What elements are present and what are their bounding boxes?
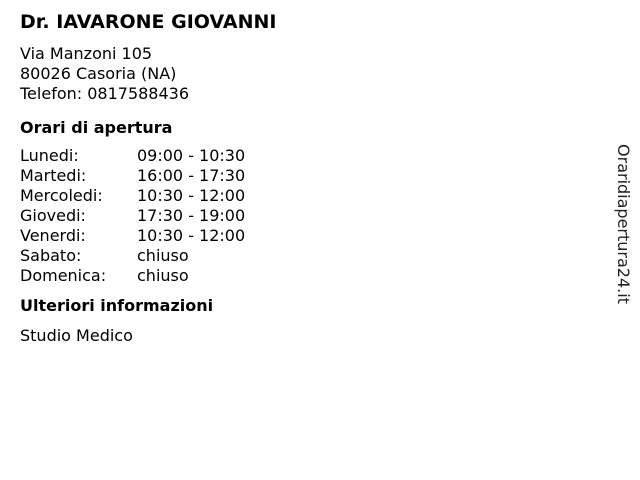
hours-row-thursday (20, 206, 600, 226)
day-time: chiuso (137, 266, 189, 285)
address-block (20, 44, 600, 104)
hours-row-wednesday (20, 186, 600, 206)
day-label: Mercoledi: (20, 186, 103, 205)
hours-row-monday (20, 146, 600, 166)
day-label: Lunedi: (20, 146, 79, 165)
day-time: chiuso (137, 246, 189, 265)
day-label: Domenica: (20, 266, 107, 285)
more-info-text: Studio Medico (20, 326, 133, 345)
more-info-heading: Ulteriori informazioni (20, 296, 214, 315)
business-card (20, 10, 600, 346)
day-label: Martedi: (20, 166, 87, 185)
hours-row-sunday (20, 266, 600, 286)
site-watermark: Oraridiapertura24.it (614, 144, 633, 304)
day-label: Sabato: (20, 246, 82, 265)
day-label: Venerdi: (20, 226, 86, 245)
hours-row-tuesday (20, 166, 600, 186)
street-address: Via Manzoni 105 (20, 44, 153, 63)
phone-number: Telefon: 0817588436 (20, 84, 190, 103)
day-label: Giovedi: (20, 206, 86, 225)
business-name: Dr. IAVARONE GIOVANNI (20, 11, 277, 33)
day-time: 16:00 - 17:30 (137, 166, 246, 185)
hours-row-saturday (20, 246, 600, 266)
city-address: 80026 Casoria (NA) (20, 64, 177, 83)
opening-hours-heading: Orari di apertura (20, 118, 173, 137)
hours-row-friday (20, 226, 600, 246)
day-time: 09:00 - 10:30 (137, 146, 246, 165)
day-time: 17:30 - 19:00 (137, 206, 246, 225)
day-time: 10:30 - 12:00 (137, 186, 246, 205)
day-time: 10:30 - 12:00 (137, 226, 246, 245)
opening-hours-table (20, 146, 600, 286)
